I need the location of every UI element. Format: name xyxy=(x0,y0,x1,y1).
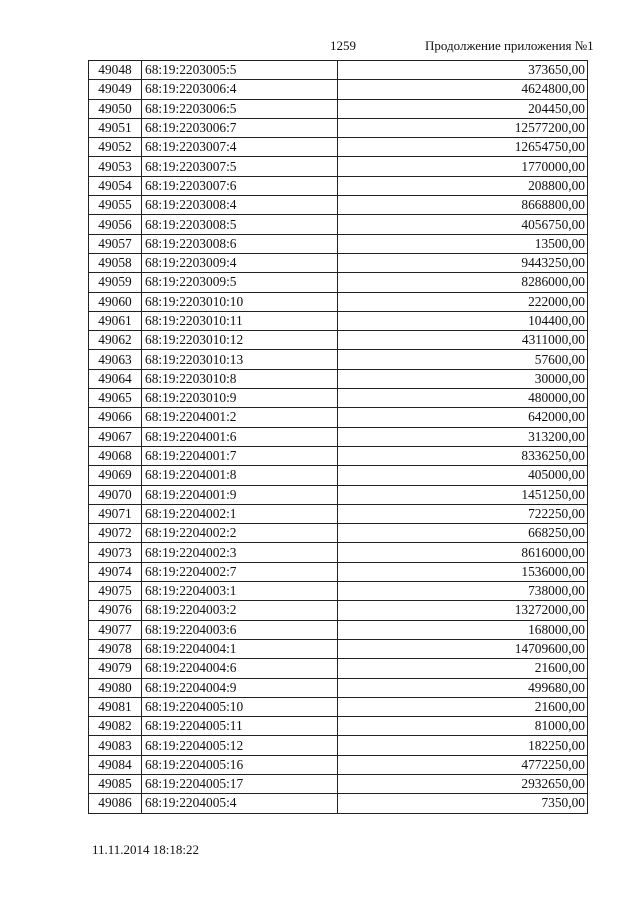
table-row xyxy=(89,485,588,504)
register-table xyxy=(88,60,588,814)
value-cell: 12654750,00 xyxy=(338,138,588,157)
value-cell: 182250,00 xyxy=(338,736,588,755)
row-number-cell: 49076 xyxy=(89,601,142,620)
cadastral-number-cell: 68:19:2204005:10 xyxy=(142,697,338,716)
cadastral-number-cell: 68:19:2204001:6 xyxy=(142,427,338,446)
row-number-cell: 49084 xyxy=(89,755,142,774)
table-body xyxy=(89,61,588,814)
row-number-cell: 49057 xyxy=(89,234,142,253)
cadastral-number-cell: 68:19:2204002:2 xyxy=(142,524,338,543)
cadastral-number-cell: 68:19:2203008:5 xyxy=(142,215,338,234)
row-number-cell: 49086 xyxy=(89,794,142,813)
cadastral-number-cell: 68:19:2203006:7 xyxy=(142,118,338,137)
row-number-cell: 49064 xyxy=(89,369,142,388)
cadastral-number-cell: 68:19:2203010:12 xyxy=(142,331,338,350)
table-row xyxy=(89,253,588,272)
value-cell: 2932650,00 xyxy=(338,774,588,793)
row-number-cell: 49048 xyxy=(89,61,142,80)
cadastral-number-cell: 68:19:2204005:17 xyxy=(142,774,338,793)
table-row xyxy=(89,273,588,292)
cadastral-number-cell: 68:19:2203007:6 xyxy=(142,176,338,195)
table-row xyxy=(89,196,588,215)
cadastral-number-cell: 68:19:2203010:11 xyxy=(142,311,338,330)
table-row xyxy=(89,138,588,157)
cadastral-number-cell: 68:19:2204005:4 xyxy=(142,794,338,813)
value-cell: 21600,00 xyxy=(338,697,588,716)
cadastral-number-cell: 68:19:2203006:5 xyxy=(142,99,338,118)
value-cell: 204450,00 xyxy=(338,99,588,118)
value-cell: 4772250,00 xyxy=(338,755,588,774)
row-number-cell: 49069 xyxy=(89,466,142,485)
row-number-cell: 49075 xyxy=(89,582,142,601)
value-cell: 1770000,00 xyxy=(338,157,588,176)
footer-timestamp: 11.11.2014 18:18:22 xyxy=(92,842,200,857)
page-number: 1259 xyxy=(330,38,356,53)
value-cell: 499680,00 xyxy=(338,678,588,697)
row-number-cell: 49065 xyxy=(89,389,142,408)
table-row xyxy=(89,408,588,427)
cadastral-number-cell: 68:19:2204001:9 xyxy=(142,485,338,504)
cadastral-number-cell: 68:19:2204002:3 xyxy=(142,543,338,562)
cadastral-number-cell: 68:19:2203010:13 xyxy=(142,350,338,369)
table-row xyxy=(89,99,588,118)
row-number-cell: 49080 xyxy=(89,678,142,697)
table-row xyxy=(89,427,588,446)
table-row xyxy=(89,794,588,813)
value-cell: 4311000,00 xyxy=(338,331,588,350)
cadastral-number-cell: 68:19:2203005:5 xyxy=(142,61,338,80)
value-cell: 30000,00 xyxy=(338,369,588,388)
row-number-cell: 49078 xyxy=(89,639,142,658)
cadastral-number-cell: 68:19:2204005:16 xyxy=(142,755,338,774)
table-row xyxy=(89,639,588,658)
table-row xyxy=(89,331,588,350)
row-number-cell: 49053 xyxy=(89,157,142,176)
cadastral-number-cell: 68:19:2203010:10 xyxy=(142,292,338,311)
table-row xyxy=(89,504,588,523)
row-number-cell: 49066 xyxy=(89,408,142,427)
row-number-cell: 49082 xyxy=(89,717,142,736)
table-row xyxy=(89,524,588,543)
table-row xyxy=(89,118,588,137)
value-cell: 168000,00 xyxy=(338,620,588,639)
row-number-cell: 49085 xyxy=(89,774,142,793)
value-cell: 668250,00 xyxy=(338,524,588,543)
table-row xyxy=(89,717,588,736)
table-row xyxy=(89,446,588,465)
row-number-cell: 49062 xyxy=(89,331,142,350)
table-row xyxy=(89,311,588,330)
table-row xyxy=(89,562,588,581)
table-row xyxy=(89,215,588,234)
row-number-cell: 49077 xyxy=(89,620,142,639)
cadastral-number-cell: 68:19:2204001:2 xyxy=(142,408,338,427)
row-number-cell: 49071 xyxy=(89,504,142,523)
cadastral-number-cell: 68:19:2204002:1 xyxy=(142,504,338,523)
table-row xyxy=(89,582,588,601)
table-row xyxy=(89,292,588,311)
row-number-cell: 49074 xyxy=(89,562,142,581)
cadastral-number-cell: 68:19:2203010:8 xyxy=(142,369,338,388)
value-cell: 1451250,00 xyxy=(338,485,588,504)
table-row xyxy=(89,369,588,388)
table-row xyxy=(89,61,588,80)
row-number-cell: 49060 xyxy=(89,292,142,311)
row-number-cell: 49063 xyxy=(89,350,142,369)
table-row xyxy=(89,80,588,99)
value-cell: 738000,00 xyxy=(338,582,588,601)
value-cell: 4056750,00 xyxy=(338,215,588,234)
row-number-cell: 49052 xyxy=(89,138,142,157)
row-number-cell: 49072 xyxy=(89,524,142,543)
value-cell: 9443250,00 xyxy=(338,253,588,272)
row-number-cell: 49079 xyxy=(89,659,142,678)
cadastral-number-cell: 68:19:2203008:4 xyxy=(142,196,338,215)
cadastral-number-cell: 68:19:2204003:6 xyxy=(142,620,338,639)
table-row xyxy=(89,350,588,369)
table-row xyxy=(89,620,588,639)
table-row xyxy=(89,157,588,176)
value-cell: 13272000,00 xyxy=(338,601,588,620)
table-row xyxy=(89,736,588,755)
cadastral-number-cell: 68:19:2204002:7 xyxy=(142,562,338,581)
row-number-cell: 49059 xyxy=(89,273,142,292)
row-number-cell: 49068 xyxy=(89,446,142,465)
table-row xyxy=(89,176,588,195)
value-cell: 13500,00 xyxy=(338,234,588,253)
row-number-cell: 49056 xyxy=(89,215,142,234)
cadastral-number-cell: 68:19:2204001:8 xyxy=(142,466,338,485)
value-cell: 14709600,00 xyxy=(338,639,588,658)
value-cell: 104400,00 xyxy=(338,311,588,330)
table-row xyxy=(89,466,588,485)
row-number-cell: 49081 xyxy=(89,697,142,716)
row-number-cell: 49083 xyxy=(89,736,142,755)
cadastral-number-cell: 68:19:2203008:6 xyxy=(142,234,338,253)
register-table-container xyxy=(88,60,588,814)
value-cell: 7350,00 xyxy=(338,794,588,813)
value-cell: 480000,00 xyxy=(338,389,588,408)
value-cell: 8286000,00 xyxy=(338,273,588,292)
cadastral-number-cell: 68:19:2204005:12 xyxy=(142,736,338,755)
cadastral-number-cell: 68:19:2204001:7 xyxy=(142,446,338,465)
value-cell: 208800,00 xyxy=(338,176,588,195)
value-cell: 21600,00 xyxy=(338,659,588,678)
table-row xyxy=(89,697,588,716)
value-cell: 1536000,00 xyxy=(338,562,588,581)
row-number-cell: 49054 xyxy=(89,176,142,195)
row-number-cell: 49049 xyxy=(89,80,142,99)
value-cell: 8668800,00 xyxy=(338,196,588,215)
value-cell: 405000,00 xyxy=(338,466,588,485)
value-cell: 222000,00 xyxy=(338,292,588,311)
cadastral-number-cell: 68:19:2204004:9 xyxy=(142,678,338,697)
table-row xyxy=(89,678,588,697)
cadastral-number-cell: 68:19:2203006:4 xyxy=(142,80,338,99)
value-cell: 12577200,00 xyxy=(338,118,588,137)
cadastral-number-cell: 68:19:2204003:2 xyxy=(142,601,338,620)
value-cell: 57600,00 xyxy=(338,350,588,369)
row-number-cell: 49067 xyxy=(89,427,142,446)
table-row xyxy=(89,659,588,678)
cadastral-number-cell: 68:19:2204004:1 xyxy=(142,639,338,658)
cadastral-number-cell: 68:19:2203010:9 xyxy=(142,389,338,408)
value-cell: 81000,00 xyxy=(338,717,588,736)
value-cell: 8616000,00 xyxy=(338,543,588,562)
row-number-cell: 49050 xyxy=(89,99,142,118)
cadastral-number-cell: 68:19:2203007:4 xyxy=(142,138,338,157)
table-row xyxy=(89,755,588,774)
cadastral-number-cell: 68:19:2203009:5 xyxy=(142,273,338,292)
appendix-title: Продолжение приложения №1 xyxy=(425,38,594,53)
row-number-cell: 49058 xyxy=(89,253,142,272)
table-row xyxy=(89,234,588,253)
value-cell: 642000,00 xyxy=(338,408,588,427)
cadastral-number-cell: 68:19:2204005:11 xyxy=(142,717,338,736)
value-cell: 313200,00 xyxy=(338,427,588,446)
value-cell: 8336250,00 xyxy=(338,446,588,465)
table-row xyxy=(89,543,588,562)
row-number-cell: 49051 xyxy=(89,118,142,137)
row-number-cell: 49055 xyxy=(89,196,142,215)
cadastral-number-cell: 68:19:2203009:4 xyxy=(142,253,338,272)
value-cell: 4624800,00 xyxy=(338,80,588,99)
value-cell: 722250,00 xyxy=(338,504,588,523)
cadastral-number-cell: 68:19:2204004:6 xyxy=(142,659,338,678)
cadastral-number-cell: 68:19:2203007:5 xyxy=(142,157,338,176)
row-number-cell: 49070 xyxy=(89,485,142,504)
row-number-cell: 49061 xyxy=(89,311,142,330)
table-row xyxy=(89,601,588,620)
table-row xyxy=(89,389,588,408)
row-number-cell: 49073 xyxy=(89,543,142,562)
cadastral-number-cell: 68:19:2204003:1 xyxy=(142,582,338,601)
table-row xyxy=(89,774,588,793)
value-cell: 373650,00 xyxy=(338,61,588,80)
